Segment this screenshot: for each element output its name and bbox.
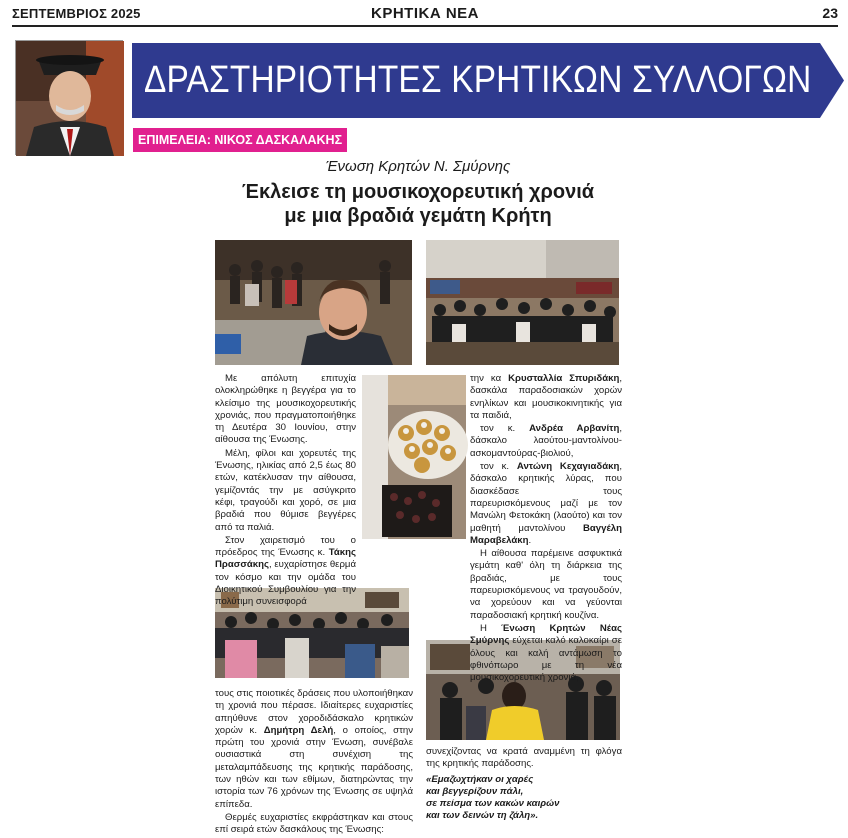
photo-dancers-selfie — [215, 240, 412, 365]
headline-line-1: Έκλεισε τη μουσικοχορευτική χρονιά — [241, 181, 595, 203]
paragraph: Θερμές ευχαριστίες εκφράστηκαν και στους επί σειρά ετών δασκάλους της Ένωσης: — [215, 811, 413, 836]
page-header — [12, 4, 838, 24]
person-name: Τάκης Πρασσάκης — [215, 547, 356, 571]
issue-date: ΣΕΠΤΕΜΒΡΙΟΣ 2025 — [12, 6, 141, 21]
article-column-right-bottom — [426, 746, 622, 824]
section-banner — [132, 43, 844, 118]
paragraph: Με απόλυτη επιτυχία ολοκληρώθηκε η βεγγέρα για το κλείσιμο της μουσικοχορευτικής χρονιάς, που πραγματοποιήθηκε τη Δευτέρα 30 Ιουνίου, στην αίθουσα της Ένωσης. — [215, 373, 356, 446]
quote-line: και των δεινών τη ζάλη». — [426, 810, 539, 822]
organization-name: Ένωση Κρητών Νέας Σμύρνης — [470, 622, 623, 647]
person-name: Ανδρέα Αρβανίτη — [529, 423, 620, 435]
editor-portrait — [15, 40, 123, 155]
paragraph: την κα Κρυσταλλία Σπυριδάκη, δασκάλα παραδοσιακών χορών ενηλίκων και μουσικοκινητικής για τα παιδιά, — [470, 373, 622, 421]
quote-line: και βεγγερίζουν πάλι, — [426, 785, 524, 797]
paragraph: τον κ. Ανδρέα Αρβανίτη, δάσκαλο λαούτου-μαντολίνου-ασκομαντούρας-βιολιού, — [470, 423, 622, 459]
person-name: Δημήτρη Δελή — [263, 724, 334, 736]
person-name: Αντώνη Κεχαγιαδάκη — [516, 461, 620, 473]
paragraph: Μέλη, φίλοι και χορευτές της Ένωσης, ηλικίας από 2,5 έως 80 ετών, κατέκλυσαν την αίθουσα, γεμίζοντάς την με ασύγκριτο κέφι, τραγούδι και χορό, σε μια βραδιά που θύμισε βεγγέρες από τα παλιά. — [215, 447, 356, 533]
paragraph: Στον χαιρετισμό του ο πρόεδρος της Ένωσης κ. Τάκης Πρασσάκης, ευχαρίστησε θερμά τον κόσμο και την ομάδα του Διοικητικού Συμβουλίου για την πολύτιμη συνεισφορά — [215, 534, 356, 608]
section-title: ΔΡΑΣΤΗΡΙΟΤΗΤΕΣ ΚΡΗΤΙΚΩΝ ΣΥΛΛΟΓΩΝ — [144, 59, 812, 101]
headline-line-2: με μια βραδιά γεμάτη Κρήτη — [284, 205, 552, 227]
article-kicker: Ένωση Κρητών Ν. Σμύρνης — [325, 158, 511, 175]
article-column-left-bottom — [215, 688, 413, 838]
paragraph: τον κ. Αντώνη Κεχαγιαδάκη, δάσκαλο κρητικής λύρας, που διασκέδασε τους παρευρισκόμενους μαζί με τον Μανώλη Φετοκάκη (λαούτο) και τον μαθητή μαντολίνου Βαγγέλη Μαραβελάκη. — [470, 461, 622, 546]
article-headline — [212, 180, 624, 228]
page-number: 23 — [822, 5, 838, 21]
photo-seated-group — [426, 240, 619, 365]
photo-food-table — [362, 375, 466, 539]
quote-line: «Εμαζωχτήκαν οι χαρές — [426, 773, 534, 785]
paragraph: τους στις ποιοτικές δράσεις που υλοποιήθηκαν τη χρονιά που πέρασε. Ιδιαίτερες ευχαριστίες απηύθυνε στον χοροδιδάσκαλο κρητικών χορών κ. Δημήτρη Δελή, ο οποίος, στην πρώτη του χρονιά στην Ένωση, συνέβαλε ουσιαστικά στη συνέχιση της μεταλαμπάδευσης της κρητικής παράδοσης, των ηθών και των εθίμων, διατηρώντας την ιστορία των 76 χρόνων της Ένωσης σε υψηλά επίπεδα. — [215, 688, 413, 810]
newspaper-name: ΚΡΗΤΙΚΑ ΝΕΑ — [370, 5, 479, 22]
person-name: Κρυσταλλία Σπυριδάκη — [508, 373, 620, 384]
closing-quote — [426, 774, 622, 823]
paragraph: συνεχίζοντας να κρατά αναμμένη τη φλόγα της κρητικής παράδοσης. — [426, 746, 622, 770]
header-rule — [12, 25, 838, 27]
editor-credit: ΕΠΙΜΕΛΕΙΑ: ΝΙΚΟΣ ΔΑΣΚΑΛΑΚΗΣ — [133, 128, 347, 152]
article-column-left — [215, 373, 356, 610]
paragraph: Η Ένωση Κρητών Νέας Σμύρνης εύχεται καλό καλοκαίρι σε όλους και καλή αντάμωση το φθινόπωρο με τη νέα μουσικοχορευτική χρονιά, — [470, 622, 623, 684]
paragraph: Η αίθουσα παρέμεινε ασφυκτικά γεμάτη καθ' όλη τη διάρκεια της βραδιάς, με τους παρευρισκόμενους να τραγουδούν, να χορεύουν και να γεύονται παραδοσιακή κρητική κουζίνα. — [470, 548, 622, 621]
person-name: Βαγγέλη Μαραβελάκη — [470, 522, 622, 546]
quote-line: σε πείσμα των κακών καιρών — [426, 798, 560, 810]
article-column-right — [470, 373, 622, 685]
